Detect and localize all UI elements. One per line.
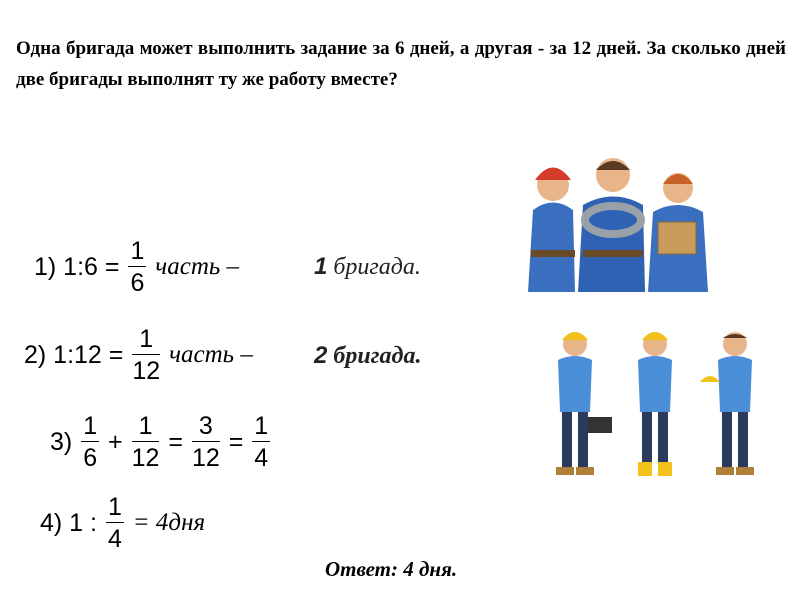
step-2-word: часть – <box>169 341 253 368</box>
step-3-equals-1: = <box>168 427 183 456</box>
step-1-equation <box>34 238 239 296</box>
step-4-denominator: 4 <box>107 525 122 553</box>
step-2-numerator: 1 <box>132 326 160 355</box>
brigade-1-word: бригада. <box>333 254 421 280</box>
worker-arms-crossed <box>638 332 672 476</box>
step-3-fraction-c <box>192 413 220 471</box>
problem-text: Одна бригада может выполнить задание за 6 дней, а другая - за 12 дней. За сколько дней две бригады выполнят ту же работу вместе? <box>16 38 786 90</box>
workers-group-2-illustration <box>530 322 780 482</box>
step-3-plus: + <box>108 427 123 456</box>
step-4-numerator: 1 <box>107 493 122 521</box>
step-3-a-numerator: 1 <box>83 412 98 440</box>
step-3-b-numerator: 1 <box>132 413 160 442</box>
step-3-b-denominator: 12 <box>131 444 160 472</box>
step-3-d-numerator: 1 <box>254 412 269 440</box>
step-3-d-denominator: 4 <box>254 444 269 472</box>
worker-right <box>648 173 708 292</box>
step-1-numerator: 1 <box>130 237 145 265</box>
step-3-a-denominator: 6 <box>83 444 98 472</box>
brigade-1-number: 1 <box>314 253 328 280</box>
step-4-equation <box>40 494 205 552</box>
worker-center <box>578 158 645 292</box>
step-2-prefix: 2) 1:12 = <box>24 340 124 369</box>
step-4-fraction <box>106 494 124 552</box>
step-4-result: = 4дня <box>132 509 206 536</box>
step-1-prefix: 1) 1:6 = <box>34 252 120 281</box>
step-3-equation <box>50 413 272 471</box>
worker-briefcase <box>556 332 612 475</box>
step-3-fraction-d <box>252 413 270 471</box>
answer-text: Ответ: 4 дня. <box>325 557 458 581</box>
workers-group-1-illustration <box>523 150 723 292</box>
worker-left <box>528 168 575 293</box>
step-2-equation <box>24 326 253 384</box>
brigade-2-number: 2 <box>314 342 328 369</box>
step-1-denominator: 6 <box>130 269 145 297</box>
step-2-denominator: 12 <box>132 357 161 385</box>
brigade-2-label <box>314 342 421 370</box>
worker-helmet-hand <box>700 332 754 475</box>
step-3-equals-2: = <box>228 427 244 456</box>
step-1-fraction <box>128 238 146 296</box>
step-3-prefix: 3) <box>50 427 73 456</box>
step-1-word: часть – <box>155 253 240 280</box>
step-3-fraction-b <box>132 413 160 471</box>
brigade-2-word: бригада. <box>333 343 422 369</box>
step-3-fraction-a <box>81 413 99 471</box>
step-3-c-denominator: 12 <box>191 444 220 472</box>
step-4-prefix: 4) 1 : <box>40 508 97 537</box>
step-3-c-numerator: 3 <box>192 413 220 442</box>
brigade-1-label <box>314 253 421 281</box>
step-2-fraction <box>132 326 160 384</box>
